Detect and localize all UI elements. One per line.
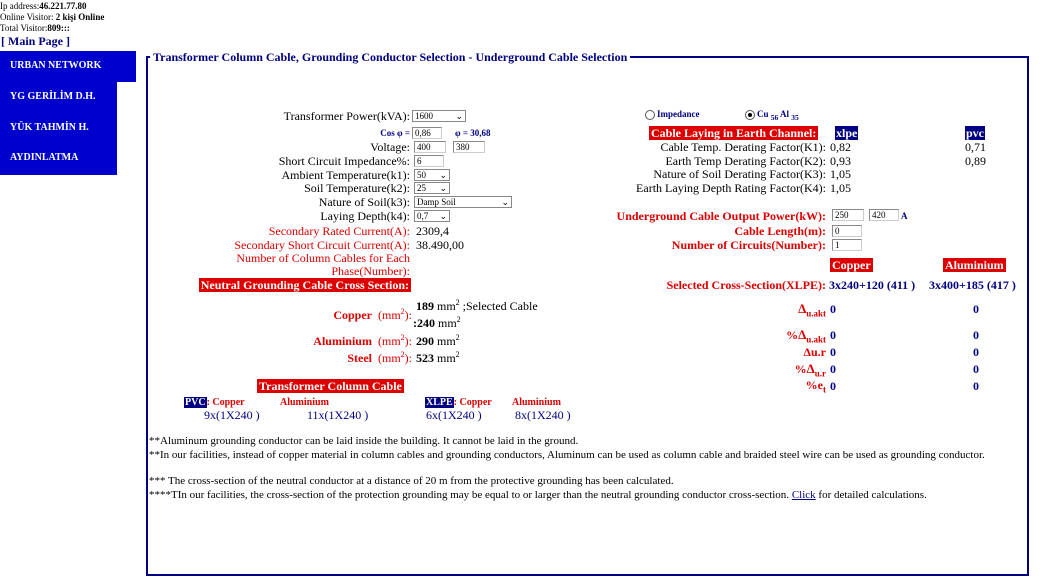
- pct-et-aluminium: 0: [973, 379, 979, 393]
- aluminium-cs-label: Aluminium $(mm^2)$:: [313, 333, 412, 348]
- k2-label: Earth Temp Derating Factor(K2):: [665, 154, 826, 168]
- output-power-input[interactable]: 250: [832, 209, 864, 221]
- sc-impedance-input[interactable]: 6: [414, 155, 444, 167]
- total-visitor: Total Visitor:809:::: [0, 23, 70, 33]
- fieldset-title: Transformer Column Cable, Grounding Conductor Selection - Underground Cable Selection: [150, 50, 630, 65]
- k4-xlpe-value: 1,05: [830, 181, 851, 195]
- nav-item-yg-gerilim[interactable]: [0, 82, 117, 113]
- voltage-input-2[interactable]: 380: [453, 141, 485, 153]
- du-r-copper: 0: [830, 345, 836, 359]
- pvc-copper-value: 9x(1X240 ): [204, 408, 260, 422]
- chevron-down-icon: ⌄: [439, 183, 447, 193]
- du-akt-label: $\Delta_{u.akt}$: [798, 301, 826, 319]
- du-r-aluminium: 0: [973, 345, 979, 359]
- neutral-cs-label: Neutral Grounding Cable Cross Section:: [200, 278, 409, 292]
- nav-item-label: YG GERİLİM D.H.: [10, 91, 96, 102]
- cable-length-input[interactable]: 0: [832, 225, 862, 237]
- sc-impedance-label: Short Circuit Impedance%:: [278, 154, 410, 168]
- aluminium-cs-value: 290 $mm^2$: [416, 333, 460, 348]
- output-current-unit: A: [901, 211, 908, 221]
- circuits-input[interactable]: 1: [832, 239, 862, 251]
- copper-column-header: Copper: [832, 258, 871, 272]
- ambient-temp-label: Ambient Temperature(k1):: [281, 168, 410, 182]
- column-cable-title: Transformer Column Cable: [259, 379, 402, 393]
- circuits-label: Number of Circuits(Number):: [671, 238, 826, 252]
- sec-sc-current-value: 38.490,00: [416, 238, 464, 252]
- note-1: **Aluminum grounding conductor can be laid inside the building. It cannot be laid in the ground.: [149, 435, 579, 447]
- sec-rated-current-value: 2309,4: [416, 224, 449, 238]
- steel-cs-value: 523 $mm^2$: [416, 350, 460, 365]
- k3-label: Nature of Soil Derating Factor(K3):: [653, 167, 826, 181]
- pct-du-akt-aluminium: 0: [973, 328, 979, 342]
- nav-item-urban-network[interactable]: [0, 51, 136, 82]
- transformer-power-select[interactable]: 1600 ⌄: [412, 110, 466, 122]
- selected-cs-label: Selected Cross-Section(XLPE):: [666, 278, 826, 292]
- xlpe-aluminium-header: Aluminium: [512, 397, 561, 408]
- copper-cs-value: 189 $mm^2$ ;Selected Cable: [416, 298, 538, 313]
- k3-xlpe-value: 1,05: [830, 167, 851, 181]
- pvc-header: PVC: Copper: [185, 397, 245, 408]
- soil-temp-label: Soil Temperature(k2):: [304, 181, 410, 195]
- xlpe-copper-value: 6x(1X240 ): [426, 408, 482, 422]
- du-akt-copper: 0: [830, 302, 836, 316]
- output-current-input[interactable]: 420: [869, 209, 899, 221]
- detailed-calc-link[interactable]: Click: [791, 489, 816, 501]
- neutral-cs-label-wrap: [150, 279, 411, 292]
- online-visitor: Online Visitor: 2 kişi Online: [0, 12, 105, 22]
- sec-rated-current-label: Secondary Rated Current(A):: [268, 224, 410, 238]
- copper-selected-cable: :240 $mm^2$: [413, 315, 461, 330]
- pct-du-r-copper: 0: [830, 362, 836, 376]
- nav-item-label: AYDINLATMA: [10, 152, 79, 163]
- k4-label: Earth Laying Depth Rating Factor(K4):: [636, 181, 826, 195]
- cos-phi-label: Cos φ =: [380, 128, 410, 138]
- du-akt-aluminium: 0: [973, 302, 979, 316]
- impedance-radio[interactable]: Impedance: [645, 108, 700, 121]
- aluminium-column-header: Aluminium: [945, 258, 1004, 272]
- chevron-down-icon: ⌄: [439, 170, 447, 180]
- nav-item-aydinlatma[interactable]: [0, 144, 117, 175]
- nature-soil-select[interactable]: Damp Soil ⌄: [414, 196, 512, 208]
- note-4: ****TIn our facilities, the cross-section of the protection grounding may be equal to or larger than the neutral grounding conductor cross-section. Click for detailed calculations.: [149, 489, 927, 501]
- cos-phi-input[interactable]: 0,86: [412, 127, 442, 139]
- steel-cs-label: Steel $(mm^2)$:: [347, 350, 412, 365]
- nav-item-label: URBAN NETWORK: [10, 60, 102, 71]
- k1-pvc-value: 0,71: [965, 140, 986, 154]
- pct-du-r-aluminium: 0: [973, 362, 979, 376]
- phi-angle-text: φ = 30,68: [455, 128, 491, 138]
- output-power-label: Underground Cable Output Power(kW):: [616, 209, 826, 223]
- cu-al-radio[interactable]: Cu $_{56}$ Al $_{35}$: [745, 108, 799, 124]
- nav-item-label: YÜK TAHMİN H.: [10, 122, 89, 133]
- pct-et-label: $\%e_t$: [805, 378, 826, 395]
- selected-cs-aluminium: 3x400+185 (417 ): [929, 278, 1016, 292]
- ambient-temp-select[interactable]: 50 ⌄: [414, 169, 450, 181]
- laying-depth-label: Laying Depth(k4):: [320, 209, 410, 223]
- ip-address: Ip address:46.221.77.80: [0, 1, 87, 11]
- transformer-power-label: Transformer Power(kVA):: [283, 109, 410, 123]
- pct-du-akt-copper: 0: [830, 328, 836, 342]
- note-3: *** The cross-section of the neutral conductor at a distance of 20 m from the protective grounding has been calculated.: [149, 475, 674, 487]
- num-column-cables-label: Number of Column Cables for Each Phase(Number):: [236, 251, 410, 278]
- main-page-link[interactable]: [ Main Page ]: [1, 34, 70, 48]
- pct-et-copper: 0: [830, 379, 836, 393]
- chevron-down-icon: ⌄: [455, 111, 463, 121]
- k2-xlpe-value: 0,93: [830, 154, 851, 168]
- cable-length-label: Cable Length(m):: [734, 224, 826, 238]
- sec-sc-current-label: Secondary Short Circuit Current(A):: [234, 238, 410, 252]
- nav-item-yuk-tahmin[interactable]: [0, 113, 117, 144]
- xlpe-column-header: xlpe: [836, 126, 858, 140]
- k1-xlpe-value: 0,82: [830, 140, 851, 154]
- chevron-down-icon: ⌄: [501, 197, 509, 207]
- selected-cs-copper: 3x240+120 (411 ): [829, 278, 916, 292]
- copper-cs-label: Copper $(mm^2)$:: [333, 307, 412, 322]
- xlpe-header: XLPE: Copper: [426, 397, 492, 408]
- note-2: **In our facilities, instead of copper material in column cables and grounding conductors, Aluminum can be used as column cable and braided steel wire can be used as grounding conductor.: [149, 449, 985, 461]
- voltage-label: Voltage:: [370, 140, 410, 154]
- radio-icon: [745, 110, 755, 120]
- laying-depth-select[interactable]: 0,7 ⌄: [414, 210, 450, 222]
- du-r-label: Δu.r: [803, 345, 826, 359]
- xlpe-aluminium-value: 8x(1X240 ): [515, 408, 571, 422]
- pvc-aluminium-value: 11x(1X240 ): [307, 408, 369, 422]
- nature-soil-label: Nature of Soil(k3):: [318, 195, 410, 209]
- soil-temp-select[interactable]: 25 ⌄: [414, 182, 450, 194]
- pct-du-akt-label: $\%\Delta_{u.akt}$: [786, 327, 826, 345]
- k2-pvc-value: 0,89: [965, 154, 986, 168]
- radio-icon: [645, 110, 655, 120]
- voltage-input-1[interactable]: 400: [414, 141, 446, 153]
- pvc-aluminium-header: Aluminium: [280, 397, 329, 408]
- pvc-column-header: pvc: [966, 126, 984, 140]
- chevron-down-icon: ⌄: [439, 211, 447, 221]
- cable-laying-label: Cable Laying in Earth Channel:: [651, 126, 817, 140]
- k1-label: Cable Temp. Derating Factor(K1):: [660, 140, 826, 154]
- pct-du-r-label: $\%\Delta_{u.r}$: [794, 361, 826, 379]
